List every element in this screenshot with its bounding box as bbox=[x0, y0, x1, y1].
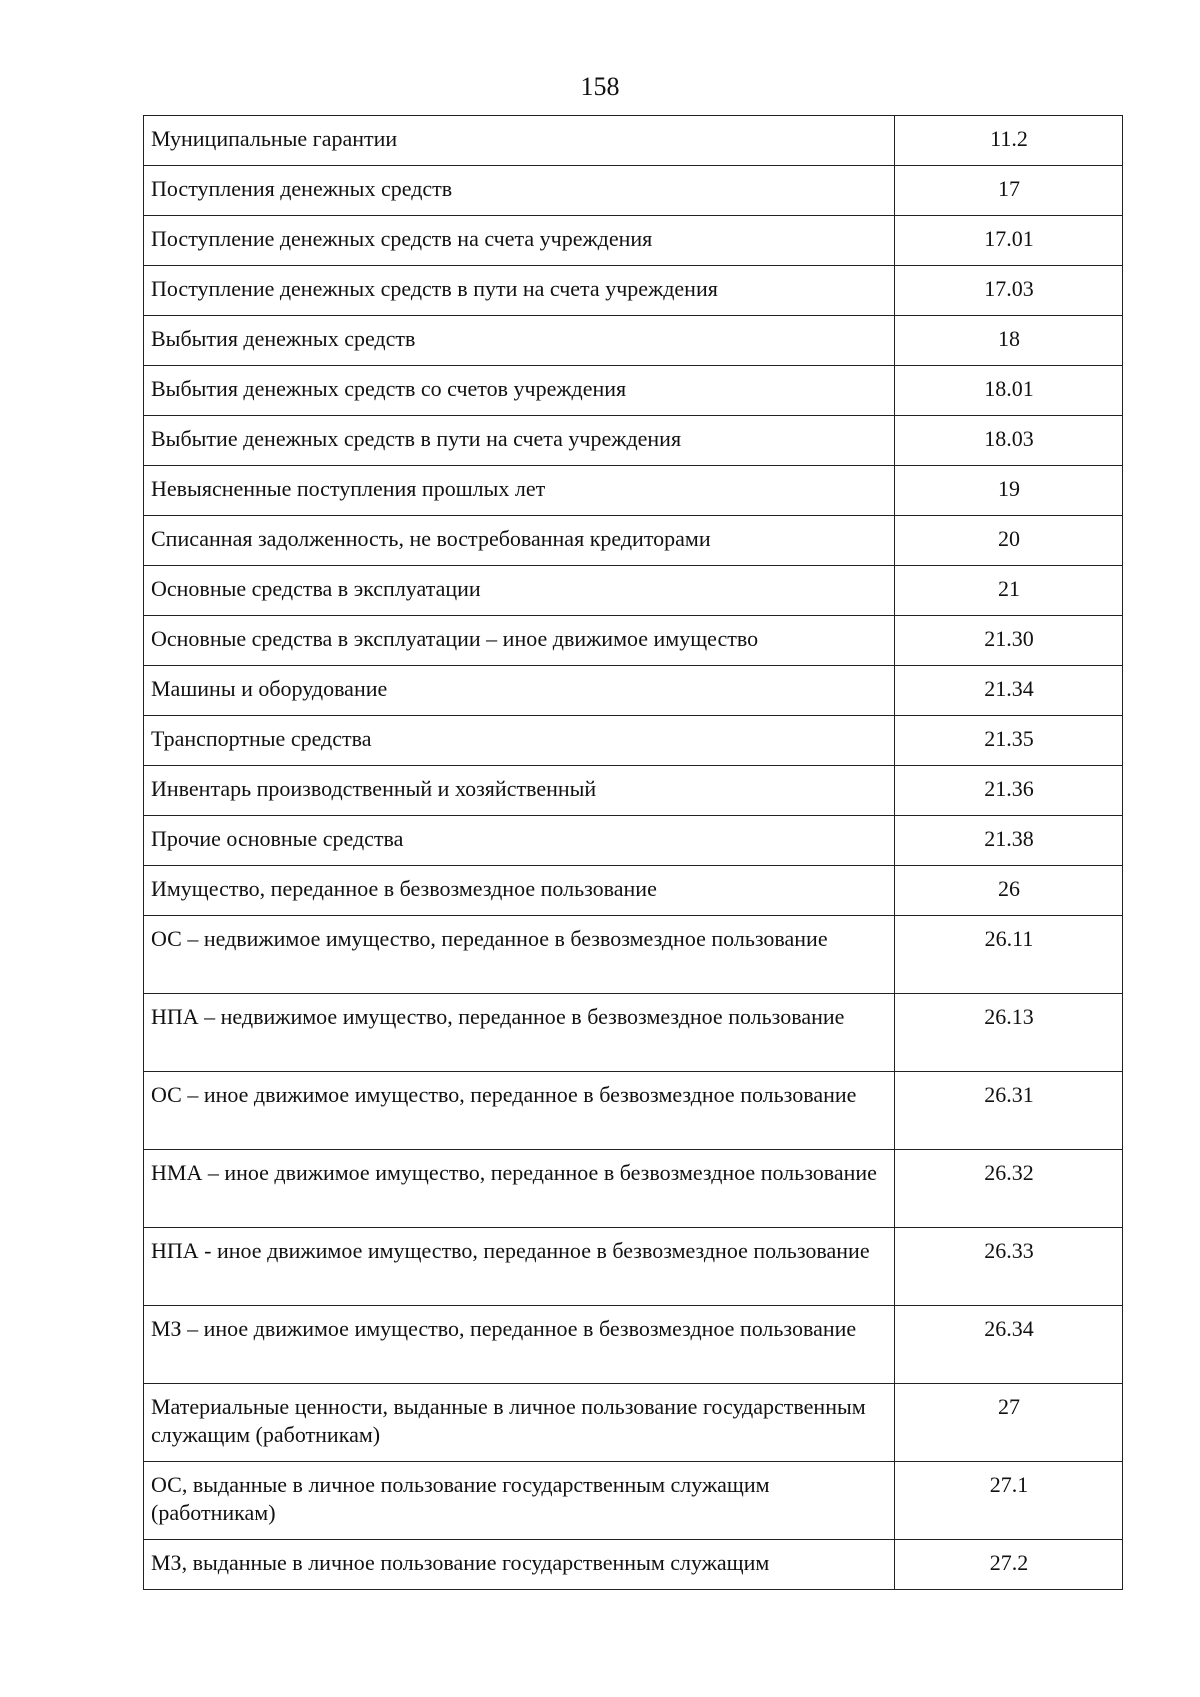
account-code: 21.38 bbox=[895, 816, 1123, 866]
account-code: 18 bbox=[895, 316, 1123, 366]
table-row bbox=[144, 1540, 1123, 1590]
account-code: 27 bbox=[895, 1384, 1123, 1462]
table-row bbox=[144, 366, 1123, 416]
account-code: 21 bbox=[895, 566, 1123, 616]
account-name: ОС – иное движимое имущество, переданное в безвозмездное пользование bbox=[144, 1072, 895, 1150]
account-name: Выбытие денежных средств в пути на счета учреждения bbox=[144, 416, 895, 466]
account-code: 26.34 bbox=[895, 1306, 1123, 1384]
account-code: 17.01 bbox=[895, 216, 1123, 266]
account-name: НМА – иное движимое имущество, переданное в безвозмездное пользование bbox=[144, 1150, 895, 1228]
table-row bbox=[144, 1228, 1123, 1306]
account-name: НПА - иное движимое имущество, переданное в безвозмездное пользование bbox=[144, 1228, 895, 1306]
account-name: Поступления денежных средств bbox=[144, 166, 895, 216]
account-code: 17.03 bbox=[895, 266, 1123, 316]
account-name: Имущество, переданное в безвозмездное пользование bbox=[144, 866, 895, 916]
account-code: 27.1 bbox=[895, 1462, 1123, 1540]
account-name: Муниципальные гарантии bbox=[144, 116, 895, 166]
table-row bbox=[144, 716, 1123, 766]
table-row bbox=[144, 1306, 1123, 1384]
table-row bbox=[144, 266, 1123, 316]
account-name: МЗ – иное движимое имущество, переданное в безвозмездное пользование bbox=[144, 1306, 895, 1384]
account-name: Списанная задолженность, не востребованная кредиторами bbox=[144, 516, 895, 566]
table-row bbox=[144, 1462, 1123, 1540]
account-name: Транспортные средства bbox=[144, 716, 895, 766]
account-code: 21.30 bbox=[895, 616, 1123, 666]
account-code: 11.2 bbox=[895, 116, 1123, 166]
table-row bbox=[144, 466, 1123, 516]
account-name: МЗ, выданные в личное пользование государственным служащим bbox=[144, 1540, 895, 1590]
account-name: Невыясненные поступления прошлых лет bbox=[144, 466, 895, 516]
table-row bbox=[144, 116, 1123, 166]
table-row bbox=[144, 1072, 1123, 1150]
table-row bbox=[144, 994, 1123, 1072]
account-code: 27.2 bbox=[895, 1540, 1123, 1590]
account-code: 19 bbox=[895, 466, 1123, 516]
table-row bbox=[144, 1150, 1123, 1228]
account-name: Поступление денежных средств на счета учреждения bbox=[144, 216, 895, 266]
account-name: ОС – недвижимое имущество, переданное в безвозмездное пользование bbox=[144, 916, 895, 994]
account-name: Инвентарь производственный и хозяйственный bbox=[144, 766, 895, 816]
account-name: Выбытия денежных средств bbox=[144, 316, 895, 366]
page-number: 158 bbox=[580, 72, 620, 101]
account-name: ОС, выданные в личное пользование государственным служащим (работникам) bbox=[144, 1462, 895, 1540]
account-code: 21.35 bbox=[895, 716, 1123, 766]
table-row bbox=[144, 416, 1123, 466]
account-code: 18.03 bbox=[895, 416, 1123, 466]
table-row bbox=[144, 566, 1123, 616]
table-row bbox=[144, 616, 1123, 666]
table-row bbox=[144, 916, 1123, 994]
table-row bbox=[144, 166, 1123, 216]
table-row bbox=[144, 1384, 1123, 1462]
table-row bbox=[144, 666, 1123, 716]
table-row bbox=[144, 516, 1123, 566]
account-name: Машины и оборудование bbox=[144, 666, 895, 716]
account-name: НПА – недвижимое имущество, переданное в безвозмездное пользование bbox=[144, 994, 895, 1072]
account-code: 17 bbox=[895, 166, 1123, 216]
account-code: 20 bbox=[895, 516, 1123, 566]
table-row bbox=[144, 316, 1123, 366]
table-row bbox=[144, 216, 1123, 266]
account-code: 21.36 bbox=[895, 766, 1123, 816]
account-name: Поступление денежных средств в пути на счета учреждения bbox=[144, 266, 895, 316]
account-name: Выбытия денежных средств со счетов учреждения bbox=[144, 366, 895, 416]
account-name: Материальные ценности, выданные в личное пользование государственным служащим (работникам) bbox=[144, 1384, 895, 1462]
table-row bbox=[144, 816, 1123, 866]
account-code: 26.11 bbox=[895, 916, 1123, 994]
account-code: 26.13 bbox=[895, 994, 1123, 1072]
table-row bbox=[144, 766, 1123, 816]
account-code: 26.33 bbox=[895, 1228, 1123, 1306]
account-name: Основные средства в эксплуатации – иное движимое имущество bbox=[144, 616, 895, 666]
account-code: 21.34 bbox=[895, 666, 1123, 716]
account-name: Основные средства в эксплуатации bbox=[144, 566, 895, 616]
account-name: Прочие основные средства bbox=[144, 816, 895, 866]
account-code: 18.01 bbox=[895, 366, 1123, 416]
account-code: 26.32 bbox=[895, 1150, 1123, 1228]
accounts-table bbox=[143, 115, 1123, 1590]
table-row bbox=[144, 866, 1123, 916]
account-code: 26.31 bbox=[895, 1072, 1123, 1150]
account-code: 26 bbox=[895, 866, 1123, 916]
